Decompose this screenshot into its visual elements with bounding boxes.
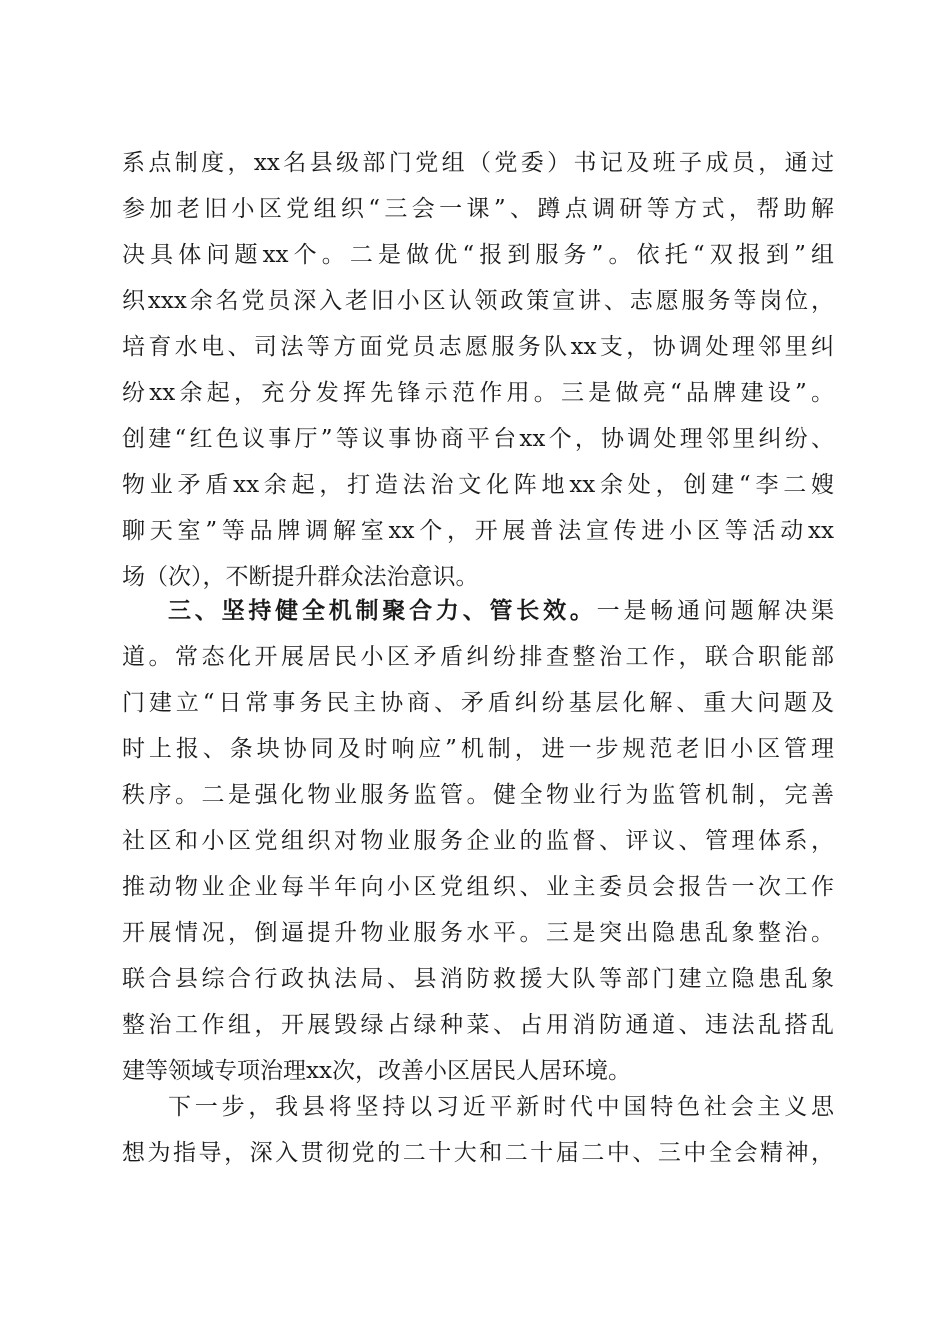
text-line: 门建立“日常事务民主协商、矛盾纠纷基层化解、重大问题及 [122, 690, 834, 716]
text-line: 整治工作组，开展毁绿占绿种菜、占用消防通道、违法乱搭乱 [122, 1012, 834, 1038]
text-line: 决具体问题xx个。二是做优“报到服务”。依托“双报到”组 [122, 242, 834, 268]
text-line: 推动物业企业每半年向小区党组织、业主委员会报告一次工作 [122, 874, 834, 900]
text-line: 开展情况，倒逼提升物业服务水平。三是突出隐患乱象整治。 [122, 920, 834, 946]
text-line: 培育水电、司法等方面党员志愿服务队xx支，协调处理邻里纠 [122, 334, 834, 360]
text-line: 秩序。二是强化物业服务监管。健全物业行为监管机制，完善 [122, 782, 834, 808]
text-line: 系点制度，xx名县级部门党组（党委）书记及班子成员，通过 [122, 150, 834, 176]
section-heading: 三、坚持健全机制聚合力、管长效。 [168, 598, 597, 624]
text-line: 织xxx余名党员深入老旧小区认领政策宣讲、志愿服务等岗位， [122, 288, 834, 314]
text-line: 物业矛盾xx余起，打造法治文化阵地xx余处，创建“李二嫂 [122, 472, 834, 498]
text-line: 场（次），不断提升群众法治意识。 [122, 564, 479, 590]
paragraph-3 [122, 1084, 834, 1176]
text-line: 下一步，我县将坚持以习近平新时代中国特色社会主义思 [168, 1094, 834, 1120]
text-span: 一是畅通问题解决渠 [596, 598, 835, 624]
text-line: 纷xx余起，充分发挥先锋示范作用。三是做亮“品牌建设”。 [122, 380, 834, 406]
paragraph-2-first-line [122, 588, 834, 634]
paragraph-2 [122, 588, 834, 1094]
text-line: 道。常态化开展居民小区矛盾纠纷排查整治工作，联合职能部 [122, 644, 834, 670]
text-line: 联合县综合行政执法局、县消防救援大队等部门建立隐患乱象 [122, 966, 834, 992]
text-line: 时上报、条块协同及时响应”机制，进一步规范老旧小区管理 [122, 736, 834, 762]
paragraph-1 [122, 140, 834, 600]
text-line: 参加老旧小区党组织“三会一课”、蹲点调研等方式，帮助解 [122, 196, 834, 222]
text-line: 聊天室”等品牌调解室xx个，开展普法宣传进小区等活动xx [122, 518, 834, 544]
text-line: 社区和小区党组织对物业服务企业的监督、评议、管理体系， [122, 828, 834, 854]
text-line: 建等领域专项治理xx次，改善小区居民人居环境。 [122, 1058, 631, 1084]
text-line: 想为指导，深入贯彻党的二十大和二十届二中、三中全会精神， [122, 1140, 834, 1166]
text-line: 创建“红色议事厅”等议事协商平台xx个，协调处理邻里纠纷、 [122, 426, 834, 452]
